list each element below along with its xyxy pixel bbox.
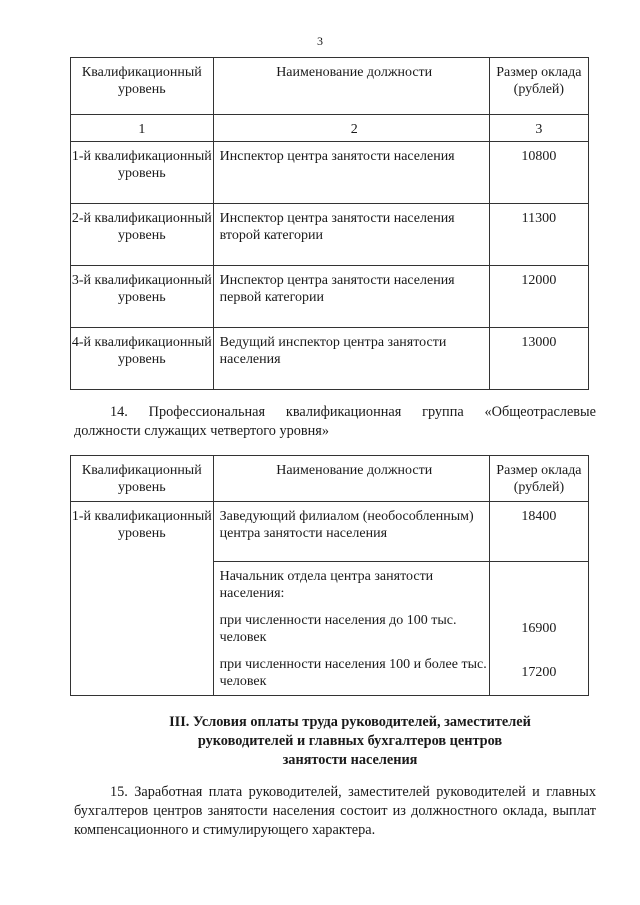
salary-value: 18400	[489, 502, 588, 562]
table-row	[71, 502, 589, 562]
header-qual-level: Квалификационный уровень	[71, 456, 214, 502]
qual-level: 4-й квалификационный уровень	[71, 328, 214, 390]
section-heading	[70, 713, 630, 770]
table-row	[71, 328, 589, 390]
table-header-row	[71, 58, 589, 115]
section-heading-line: занятости населения	[282, 752, 418, 768]
header-position: Наименование должности	[213, 58, 489, 115]
position-name: Ведущий инспектор центра занятости населения	[213, 328, 489, 390]
position-name: Инспектор центра занятости населения	[213, 142, 489, 204]
header-salary: Размер оклада (рублей)	[489, 58, 588, 115]
header-salary: Размер оклада (рублей)	[489, 456, 588, 502]
position-condition: при численности населения до 100 тыс. человек	[219, 613, 457, 645]
qual-level: 1-й квалификационный уровень	[71, 142, 214, 204]
salary-value: 10800	[489, 142, 588, 204]
salary-value: 17200	[521, 665, 557, 680]
table-index-row	[71, 115, 589, 142]
index-col-1: 1	[71, 115, 214, 142]
salary-value: 13000	[489, 328, 588, 390]
paragraph-15: 15. Заработная плата руководителей, заместителей руководителей и главных бухгалтеров центров занятости населения состоит из должностного оклада, выплат компенсационного и стимулирующего характера.	[74, 784, 596, 838]
table-header-row	[71, 456, 589, 502]
salary-value: 11300	[489, 204, 588, 266]
salary-cell	[489, 562, 588, 696]
index-col-2: 2	[213, 115, 489, 142]
header-qual-level: Квалификационный уровень	[71, 58, 214, 115]
qual-level: 2-й квалификационный уровень	[71, 204, 214, 266]
salary-table-level3	[70, 57, 589, 390]
qual-level: 3-й квалификационный уровень	[71, 266, 214, 328]
paragraph-14: 14. Профессиональная квалификационная группа «Общеотраслевые должности служащих четвертого уровня»	[74, 404, 596, 439]
position-condition: при численности населения 100 и более тыс. человек	[219, 657, 487, 689]
position-name: Инспектор центра занятости населения первой категории	[213, 266, 489, 328]
position-name: Инспектор центра занятости населения второй категории	[213, 204, 489, 266]
section-heading-line: III. Условия оплаты труда руководителей, заместителей	[169, 714, 531, 730]
position-name: Начальник отдела центра занятости населения:	[219, 569, 434, 601]
salary-table-level4	[70, 455, 589, 696]
table-row	[71, 266, 589, 328]
position-cell	[213, 562, 489, 696]
table-row	[71, 142, 589, 204]
salary-value: 16900	[521, 621, 557, 636]
table-row	[71, 204, 589, 266]
section-heading-line: руководителей и главных бухгалтеров центров	[197, 733, 503, 749]
index-col-3: 3	[489, 115, 588, 142]
qual-level: 1-й квалификационный уровень	[71, 502, 214, 696]
page-number: 3	[317, 34, 323, 48]
header-position: Наименование должности	[213, 456, 489, 502]
position-name: Заведующий филиалом (необособленным) центра занятости населения	[213, 502, 489, 562]
salary-value: 12000	[489, 266, 588, 328]
